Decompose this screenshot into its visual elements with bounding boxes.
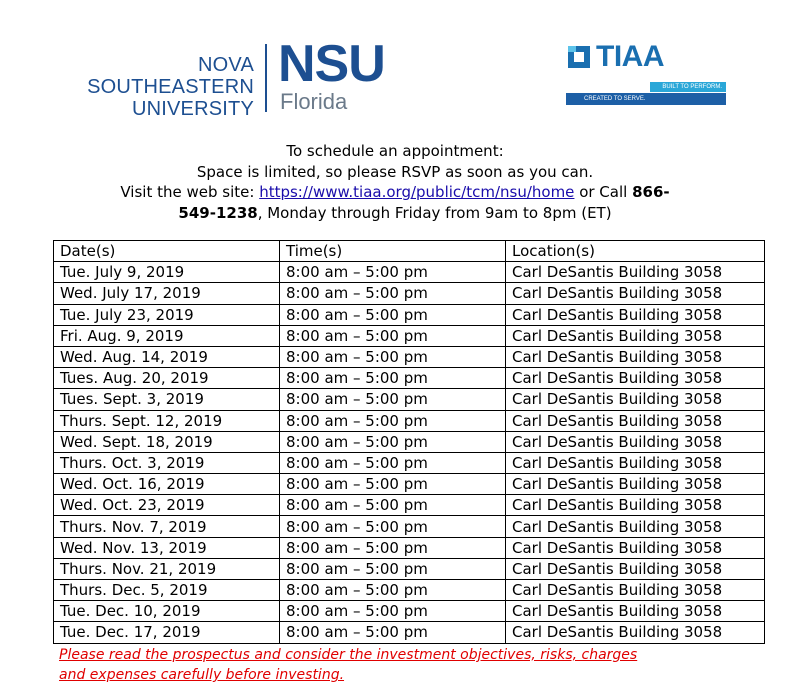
location-cell: Carl DeSantis Building 3058 xyxy=(506,431,765,452)
date-cell: Tue. Dec. 17, 2019 xyxy=(54,622,280,643)
header-dates: Date(s) xyxy=(54,241,280,262)
table-row xyxy=(54,368,765,389)
table-row xyxy=(54,452,765,473)
location-cell: Carl DeSantis Building 3058 xyxy=(506,601,765,622)
date-cell: Thurs. Sept. 12, 2019 xyxy=(54,410,280,431)
location-cell: Carl DeSantis Building 3058 xyxy=(506,622,765,643)
time-cell: 8:00 am – 5:00 pm xyxy=(280,537,506,558)
location-cell: Carl DeSantis Building 3058 xyxy=(506,389,765,410)
hours-text: , Monday through Friday from 9am to 8pm (ET) xyxy=(257,203,612,222)
time-cell: 8:00 am – 5:00 pm xyxy=(280,262,506,283)
phone-number-part2: 549-1238 xyxy=(178,203,258,222)
intro-line-4 xyxy=(40,203,750,224)
time-cell: 8:00 am – 5:00 pm xyxy=(280,558,506,579)
nsu-florida: Florida xyxy=(280,89,348,114)
table-header-row xyxy=(54,241,765,262)
location-cell: Carl DeSantis Building 3058 xyxy=(506,580,765,601)
time-cell: 8:00 am – 5:00 pm xyxy=(280,410,506,431)
nsu-name-line1: NOVA SOUTHEASTERN xyxy=(87,54,254,98)
table-row xyxy=(54,410,765,431)
table-row xyxy=(54,283,765,304)
time-cell: 8:00 am – 5:00 pm xyxy=(280,304,506,325)
table-row xyxy=(54,622,765,643)
table-row xyxy=(54,580,765,601)
table-row xyxy=(54,389,765,410)
table-row xyxy=(54,325,765,346)
nsu-wordmark xyxy=(36,54,254,120)
location-cell: Carl DeSantis Building 3058 xyxy=(506,558,765,579)
location-cell: Carl DeSantis Building 3058 xyxy=(506,516,765,537)
date-cell: Wed. Aug. 14, 2019 xyxy=(54,346,280,367)
tiaa-tagline-bottom: CREATED TO SERVE. xyxy=(566,93,726,105)
table-row xyxy=(54,474,765,495)
phone-number-part1: 866- xyxy=(632,183,670,201)
time-cell: 8:00 am – 5:00 pm xyxy=(280,495,506,516)
time-cell: 8:00 am – 5:00 pm xyxy=(280,325,506,346)
nsu-name-line2: UNIVERSITY xyxy=(131,98,254,120)
time-cell: 8:00 am – 5:00 pm xyxy=(280,622,506,643)
time-cell: 8:00 am – 5:00 pm xyxy=(280,346,506,367)
location-cell: Carl DeSantis Building 3058 xyxy=(506,495,765,516)
location-cell: Carl DeSantis Building 3058 xyxy=(506,304,765,325)
time-cell: 8:00 am – 5:00 pm xyxy=(280,601,506,622)
time-cell: 8:00 am – 5:00 pm xyxy=(280,389,506,410)
location-cell: Carl DeSantis Building 3058 xyxy=(506,368,765,389)
intro-line-1: To schedule an appointment: xyxy=(286,142,504,160)
location-cell: Carl DeSantis Building 3058 xyxy=(506,346,765,367)
table-row xyxy=(54,431,765,452)
table-row xyxy=(54,262,765,283)
date-cell: Tues. Sept. 3, 2019 xyxy=(54,389,280,410)
time-cell: 8:00 am – 5:00 pm xyxy=(280,474,506,495)
table-row xyxy=(54,516,765,537)
intro-line-2: Space is limited, so please RSVP as soon as you can. xyxy=(196,162,594,181)
location-cell: Carl DeSantis Building 3058 xyxy=(506,262,765,283)
table-row xyxy=(54,304,765,325)
time-cell: 8:00 am – 5:00 pm xyxy=(280,368,506,389)
date-cell: Wed. Sept. 18, 2019 xyxy=(54,431,280,452)
time-cell: 8:00 am – 5:00 pm xyxy=(280,516,506,537)
time-cell: 8:00 am – 5:00 pm xyxy=(280,431,506,452)
intro-line-3-mid: or Call xyxy=(574,183,633,201)
disclaimer-line-1: Please read the prospectus and consider the investment objectives, risks, charges xyxy=(59,647,638,663)
disclaimer-line-2: and expenses carefully before investing. xyxy=(59,667,345,683)
table-row xyxy=(54,558,765,579)
location-cell: Carl DeSantis Building 3058 xyxy=(506,410,765,431)
header-locations: Location(s) xyxy=(506,241,765,262)
tiaa-logo xyxy=(566,42,728,108)
table-row xyxy=(54,495,765,516)
location-cell: Carl DeSantis Building 3058 xyxy=(506,474,765,495)
location-cell: Carl DeSantis Building 3058 xyxy=(506,537,765,558)
date-cell: Wed. Oct. 16, 2019 xyxy=(54,474,280,495)
date-cell: Tue. Dec. 10, 2019 xyxy=(54,601,280,622)
time-cell: 8:00 am – 5:00 pm xyxy=(280,580,506,601)
intro-text xyxy=(40,141,750,223)
header-times: Time(s) xyxy=(280,241,506,262)
intro-line-3-prefix: Visit the web site: xyxy=(120,183,260,201)
date-cell: Wed. Oct. 23, 2019 xyxy=(54,495,280,516)
date-cell: Thurs. Oct. 3, 2019 xyxy=(54,452,280,473)
date-cell: Tues. Aug. 20, 2019 xyxy=(54,368,280,389)
nsu-mark: NSU xyxy=(278,35,385,93)
date-cell: Fri. Aug. 9, 2019 xyxy=(54,325,280,346)
table-row xyxy=(54,601,765,622)
date-cell: Thurs. Nov. 21, 2019 xyxy=(54,558,280,579)
tiaa-emblem-icon xyxy=(566,44,592,70)
appointment-schedule-table xyxy=(53,240,765,644)
tiaa-tagline-top: BUILT TO PERFORM. xyxy=(650,82,726,92)
tiaa-wordmark: TIAA xyxy=(596,40,664,73)
table-body xyxy=(54,262,765,643)
intro-line-3 xyxy=(40,182,750,203)
date-cell: Wed. July 17, 2019 xyxy=(54,283,280,304)
location-cell: Carl DeSantis Building 3058 xyxy=(506,325,765,346)
location-cell: Carl DeSantis Building 3058 xyxy=(506,283,765,304)
date-cell: Thurs. Nov. 7, 2019 xyxy=(54,516,280,537)
table-row xyxy=(54,346,765,367)
date-cell: Wed. Nov. 13, 2019 xyxy=(54,537,280,558)
tiaa-web-link[interactable]: https://www.tiaa.org/public/tcm/nsu/home xyxy=(259,183,575,201)
investment-disclaimer xyxy=(59,645,719,685)
time-cell: 8:00 am – 5:00 pm xyxy=(280,283,506,304)
date-cell: Tue. July 9, 2019 xyxy=(54,262,280,283)
time-cell: 8:00 am – 5:00 pm xyxy=(280,452,506,473)
nsu-logo-divider xyxy=(265,44,267,112)
date-cell: Tue. July 23, 2019 xyxy=(54,304,280,325)
date-cell: Thurs. Dec. 5, 2019 xyxy=(54,580,280,601)
location-cell: Carl DeSantis Building 3058 xyxy=(506,452,765,473)
table-row xyxy=(54,537,765,558)
